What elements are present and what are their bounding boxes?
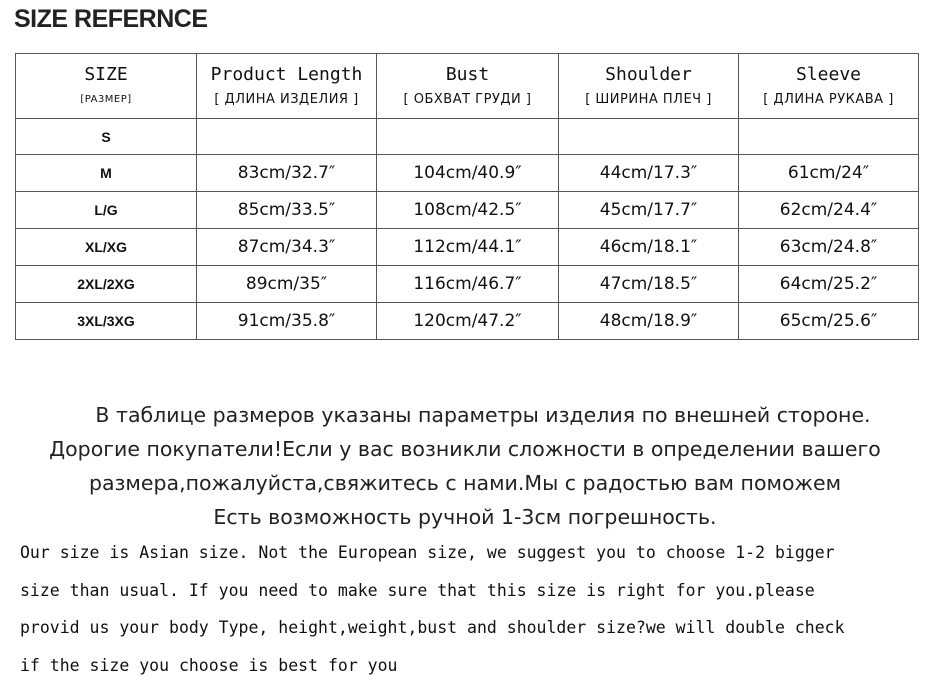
header-shoulder-ru: [ ШИРИНА ПЛЕЧ ]: [585, 92, 712, 107]
russian-note-line: размера,пожалуйста,свяжитесь с нами.Мы с радостью вам поможем: [88, 471, 842, 495]
length-cell: 83cm/32.7″: [197, 155, 377, 192]
english-notes: [20, 534, 920, 684]
size-cell: 3XL/3XG: [16, 303, 197, 340]
sleeve-cell: 61cm/24″: [739, 155, 919, 192]
table-row: [16, 266, 919, 303]
bust-cell: 116cm/46.7″: [377, 266, 559, 303]
sleeve-cell: 63cm/24.8″: [739, 229, 919, 266]
header-bust: [377, 54, 559, 119]
bust-cell: [377, 119, 559, 155]
size-cell: M: [16, 155, 197, 192]
header-sleeve-ru: [ ДЛИНА РУКАВА ]: [763, 92, 894, 107]
shoulder-cell: 45cm/17.7″: [559, 192, 739, 229]
header-size-ru: [PA3MEP]: [80, 94, 132, 105]
russian-note-line: Есть возможность ручной 1-3см погрешность.: [213, 505, 717, 529]
shoulder-cell: 47cm/18.5″: [559, 266, 739, 303]
header-bust-ru: [ ОБХВАТ ГРУДИ ]: [403, 92, 532, 107]
size-cell: XL/XG: [16, 229, 197, 266]
header-shoulder-en: Shoulder: [605, 64, 692, 85]
length-cell: 85cm/33.5″: [197, 192, 377, 229]
length-cell: [197, 119, 377, 155]
sleeve-cell: 62cm/24.4″: [739, 192, 919, 229]
table-row: [16, 229, 919, 266]
english-note-line: if the size you choose is best for you: [20, 655, 398, 675]
shoulder-cell: 44cm/17.3″: [559, 155, 739, 192]
shoulder-cell: 48cm/18.9″: [559, 303, 739, 340]
length-cell: 91cm/35.8″: [197, 303, 377, 340]
size-cell: S: [16, 119, 197, 155]
header-length: [197, 54, 377, 119]
shoulder-cell: 46cm/18.1″: [559, 229, 739, 266]
russian-note-line: В таблице размеров указаны параметры изделия по внешней стороне.: [95, 403, 871, 427]
header-sleeve-en: Sleeve: [795, 64, 862, 85]
english-note-line: size than usual. If you need to make sure that this size is right for you.please: [20, 580, 815, 600]
length-cell: 87cm/34.3″: [197, 229, 377, 266]
size-cell: L/G: [16, 192, 197, 229]
english-note-line: Our size is Asian size. Not the European size, we suggest you to choose 1-2 bigger: [20, 543, 835, 562]
bust-cell: 112cm/44.1″: [377, 229, 559, 266]
header-size-en: SIZE: [84, 64, 128, 85]
header-size: [16, 54, 197, 119]
header-length-en: Product Length: [210, 64, 363, 85]
russian-note-line: Дорогие покупатели!Если у вас возникли сложности в определении вашего: [49, 437, 881, 461]
size-cell: 2XL/2XG: [16, 266, 197, 303]
bust-cell: 104cm/40.9″: [377, 155, 559, 192]
sleeve-cell: 65cm/25.6″: [739, 303, 919, 340]
sleeve-cell: 64cm/25.2″: [739, 266, 919, 303]
header-sleeve: [739, 54, 919, 119]
russian-notes: [0, 398, 930, 534]
english-note-line: provid us your body Type, height,weight,bust and shoulder size?we will double check: [20, 618, 845, 637]
header-bust-en: Bust: [445, 64, 490, 85]
shoulder-cell: [559, 119, 739, 155]
size-table: [15, 53, 919, 340]
length-cell: 89cm/35″: [197, 266, 377, 303]
table-header-row: [16, 54, 919, 119]
header-shoulder: [559, 54, 739, 119]
table-row: [16, 303, 919, 340]
bust-cell: 108cm/42.5″: [377, 192, 559, 229]
sleeve-cell: [739, 119, 919, 155]
table-row: [16, 155, 919, 192]
table-row: [16, 119, 919, 155]
table-row: [16, 192, 919, 229]
header-length-ru: [ ДЛИНА ИЗДЕЛИЯ ]: [214, 92, 359, 107]
page-title: SIZE REFERNCE: [14, 5, 208, 33]
bust-cell: 120cm/47.2″: [377, 303, 559, 340]
